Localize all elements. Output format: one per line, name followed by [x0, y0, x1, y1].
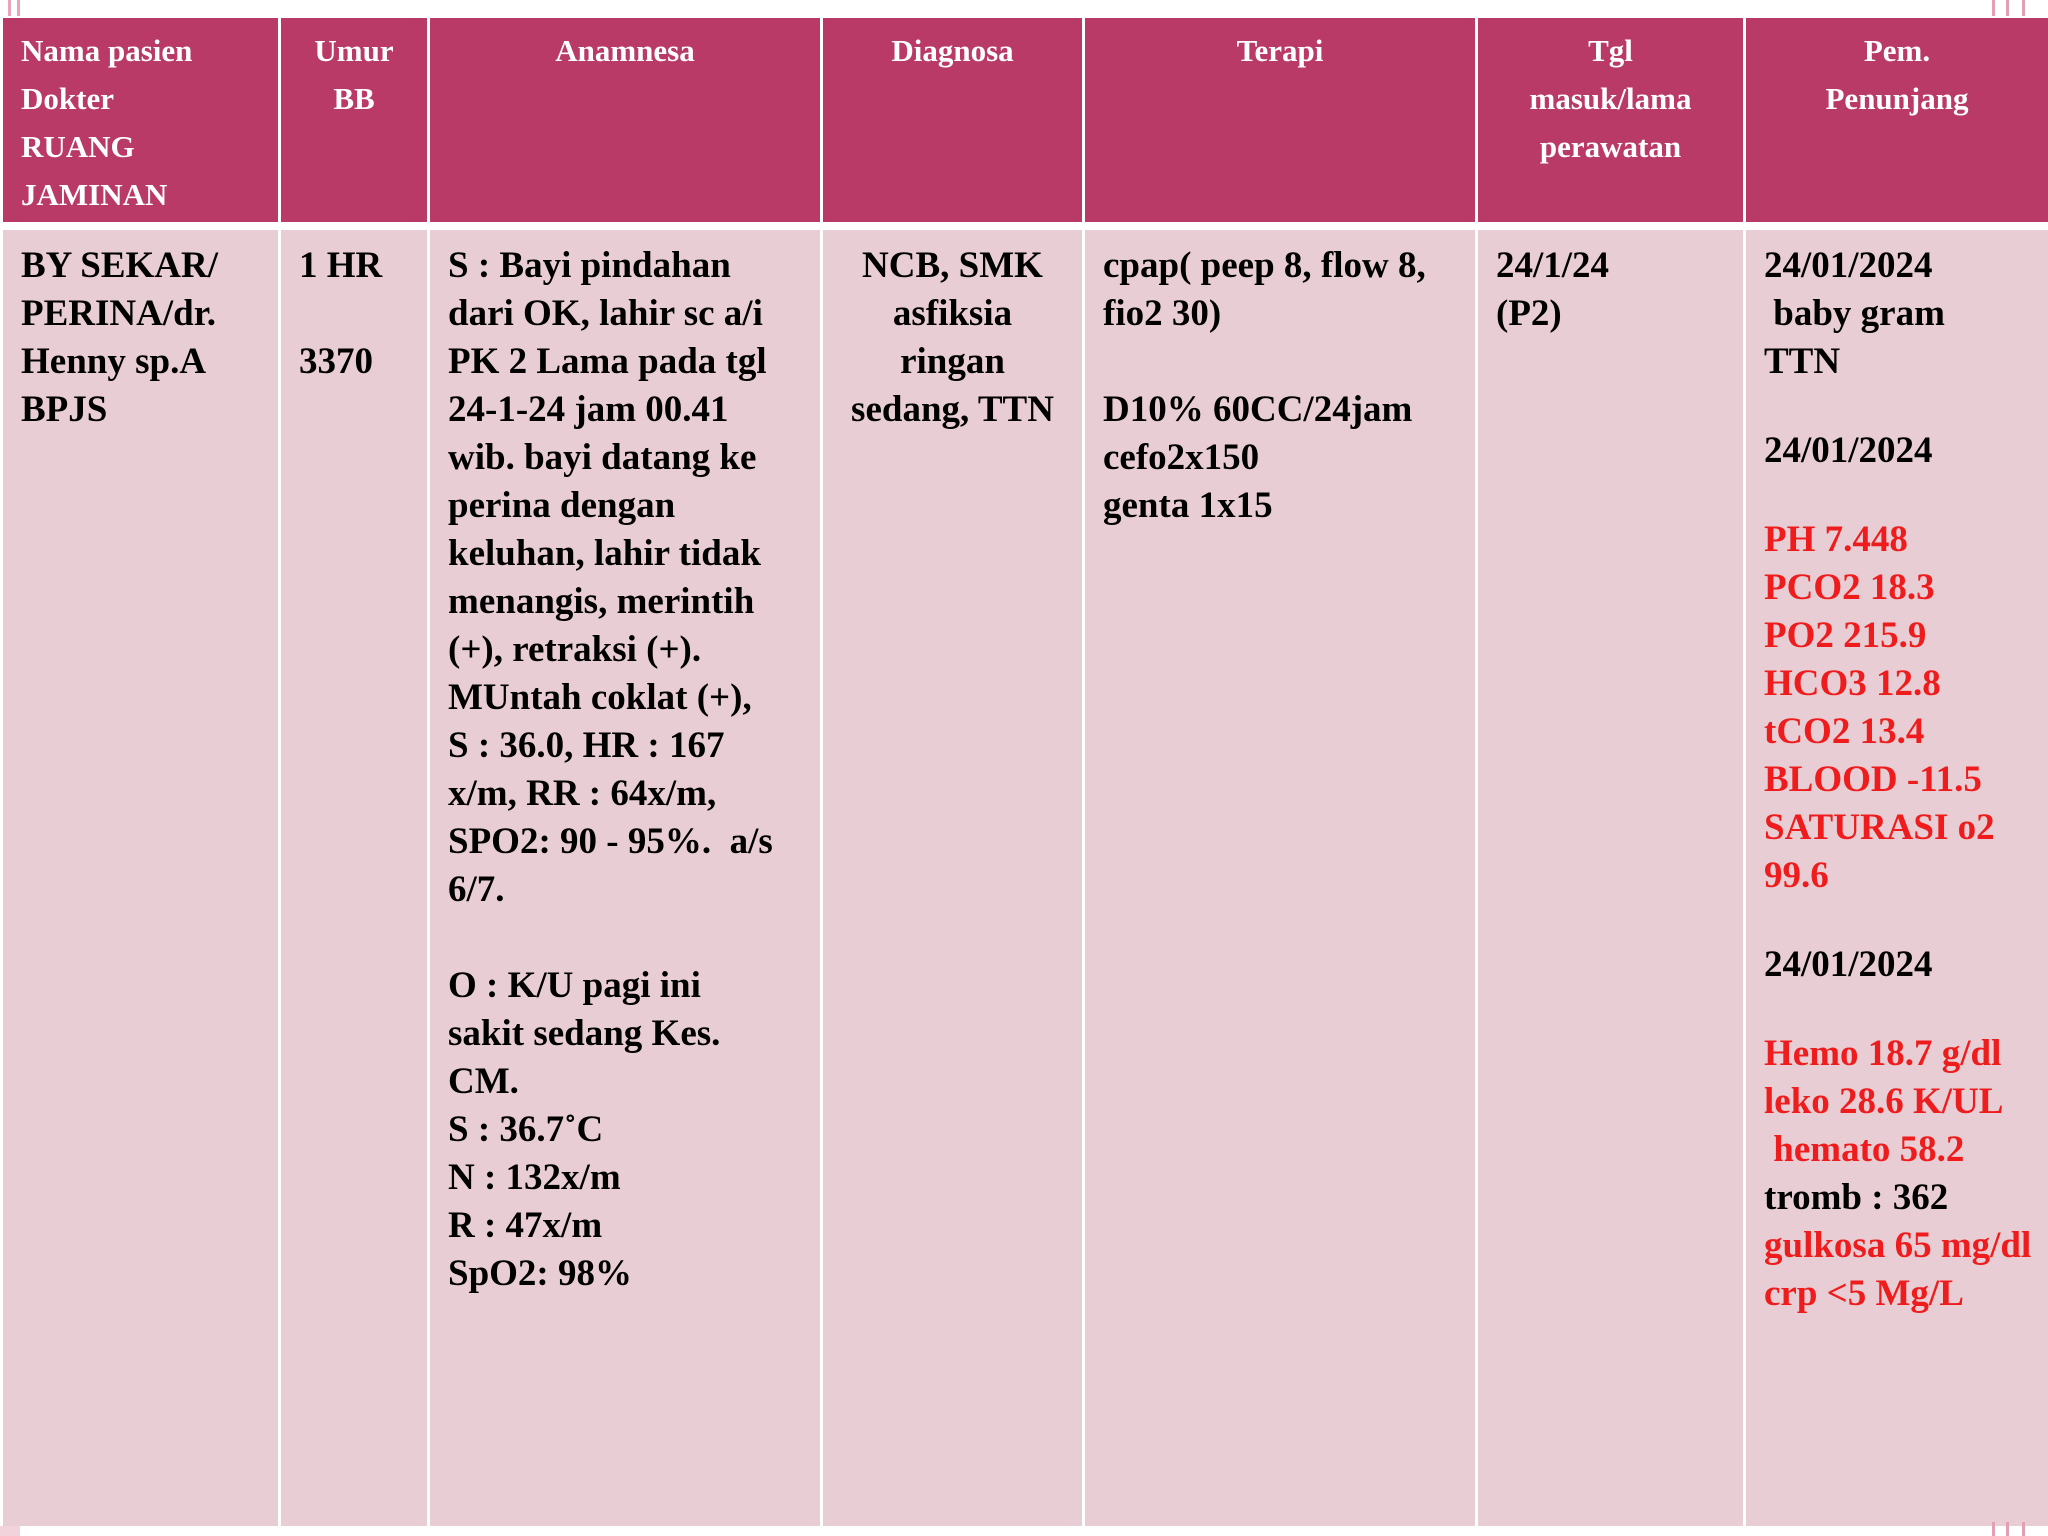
text-line: PCO2 18.3 [1764, 567, 1935, 608]
patient-table [0, 18, 2048, 1526]
text-line: Hemo 18.7 g/dl [1764, 1033, 2002, 1074]
text-line: (+), retraksi (+). [448, 629, 702, 670]
text-line: keluhan, lahir tidak [448, 533, 761, 574]
text-line: S : 36.7˚C [448, 1109, 604, 1150]
text-line: CM. [448, 1061, 519, 1102]
text-line: PK 2 Lama pada tgl [448, 341, 767, 382]
text-line: (P2) [1496, 293, 1562, 334]
text-line: Terapi [1236, 33, 1324, 68]
text-line: Dokter [21, 81, 114, 116]
text-line: R : 47x/m [448, 1205, 603, 1246]
text-line: tCO2 13.4 [1764, 711, 1925, 752]
text-line: sakit sedang Kes. [448, 1013, 721, 1054]
header-age-weight [280, 18, 429, 226]
text-line: menangis, merintih [448, 581, 755, 622]
text-line: baby gram [1764, 293, 1945, 334]
cell-patient [2, 226, 280, 1526]
text-line: fio2 30) [1103, 293, 1222, 334]
corner-decoration [8, 0, 20, 16]
header-diagnosa [822, 18, 1084, 226]
text-line: BLOOD -11.5 [1764, 759, 1982, 800]
text-line: 24-1-24 jam 00.41 [448, 389, 729, 430]
text-line: gulkosa 65 mg/dl [1764, 1225, 2032, 1266]
text-line: TTN [1764, 341, 1841, 382]
text-line: 24/1/24 [1496, 245, 1610, 286]
cell-anamnesa [429, 226, 822, 1526]
text-line: O : K/U pagi ini [448, 965, 701, 1006]
text-line: JAMINAN [21, 177, 168, 212]
text-line: S : 36.0, HR : 167 [448, 725, 725, 766]
text-line: SpO2: 98% [448, 1253, 633, 1294]
header-supporting-exam [1745, 18, 2048, 226]
text-line: genta 1x15 [1103, 485, 1273, 526]
cell-terapi [1084, 226, 1477, 1526]
text-line: PERINA/dr. [21, 293, 216, 334]
text-line [1103, 338, 1457, 386]
text-line: perawatan [1539, 129, 1682, 164]
text-line: hemato 58.2 [1764, 1129, 1965, 1170]
text-line: 24/01/2024 [1764, 430, 1933, 471]
text-line: Penunjang [1825, 81, 1969, 116]
corner-decoration [1992, 0, 2038, 16]
corner-decoration [1992, 1522, 2038, 1536]
table-header-row [2, 18, 2048, 226]
text-line: RUANG [21, 129, 135, 164]
text-line: BY SEKAR/ [21, 245, 219, 286]
text-line: NCB, SMK [862, 245, 1043, 286]
text-line: 99.6 [1764, 855, 1829, 896]
text-line [448, 914, 802, 962]
text-line: cefo2x150 [1103, 437, 1260, 478]
text-line: 24/01/2024 [1764, 245, 1933, 286]
text-line: MUntah coklat (+), [448, 677, 752, 718]
text-line: PH 7.448 [1764, 519, 1908, 560]
text-line [299, 290, 409, 338]
corner-decoration [0, 1526, 20, 1536]
text-line: D10% 60CC/24jam [1103, 389, 1413, 430]
cell-age-weight [280, 226, 429, 1526]
table-row [2, 226, 2048, 1526]
text-line: ringan [900, 341, 1005, 382]
text-line [1764, 386, 2030, 427]
header-anamnesa [429, 18, 822, 226]
text-line [1764, 989, 2030, 1030]
text-line: BPJS [21, 389, 108, 430]
text-line: dari OK, lahir sc a/i [448, 293, 763, 334]
text-line: x/m, RR : 64x/m, [448, 773, 717, 814]
text-line: tromb : 362 [1764, 1177, 1949, 1218]
text-line: N : 132x/m [448, 1157, 621, 1198]
text-line: crp <5 Mg/L [1764, 1273, 1964, 1314]
text-line: SATURASI o2 [1764, 807, 1995, 848]
text-line: 1 HR [299, 245, 383, 286]
text-line: Diagnosa [891, 33, 1014, 68]
text-line [1764, 900, 2030, 941]
text-line: perina dengan [448, 485, 676, 526]
header-patient-doctor-room [2, 18, 280, 226]
text-line: 24/01/2024 [1764, 944, 1933, 985]
text-line [1764, 475, 2030, 516]
text-line: masuk/lama [1529, 81, 1692, 116]
text-line: PO2 215.9 [1764, 615, 1927, 656]
text-line: sedang, TTN [851, 389, 1054, 430]
text-line: HCO3 12.8 [1764, 663, 1941, 704]
text-line: 3370 [299, 341, 373, 382]
cell-admission-date [1477, 226, 1745, 1526]
header-terapi [1084, 18, 1477, 226]
text-line: Tgl [1588, 33, 1633, 68]
text-line: cpap( peep 8, flow 8, [1103, 245, 1426, 286]
header-admission-date [1477, 18, 1745, 226]
text-line: Henny sp.A [21, 341, 207, 382]
text-line: Pem. [1863, 33, 1931, 68]
text-line: S : Bayi pindahan [448, 245, 731, 286]
text-line: leko 28.6 K/UL [1764, 1081, 2004, 1122]
text-line: Umur [314, 33, 394, 68]
text-line: wib. bayi datang ke [448, 437, 757, 478]
text-line: SPO2: 90 - 95%. a/s [448, 821, 773, 862]
cell-diagnosa [822, 226, 1084, 1526]
cell-supporting-exam [1745, 226, 2048, 1526]
text-line: asfiksia [892, 293, 1013, 334]
text-line: BB [333, 81, 375, 116]
text-line: Anamnesa [555, 33, 695, 68]
text-line: 6/7. [448, 869, 505, 910]
text-line: Nama pasien [21, 33, 193, 68]
